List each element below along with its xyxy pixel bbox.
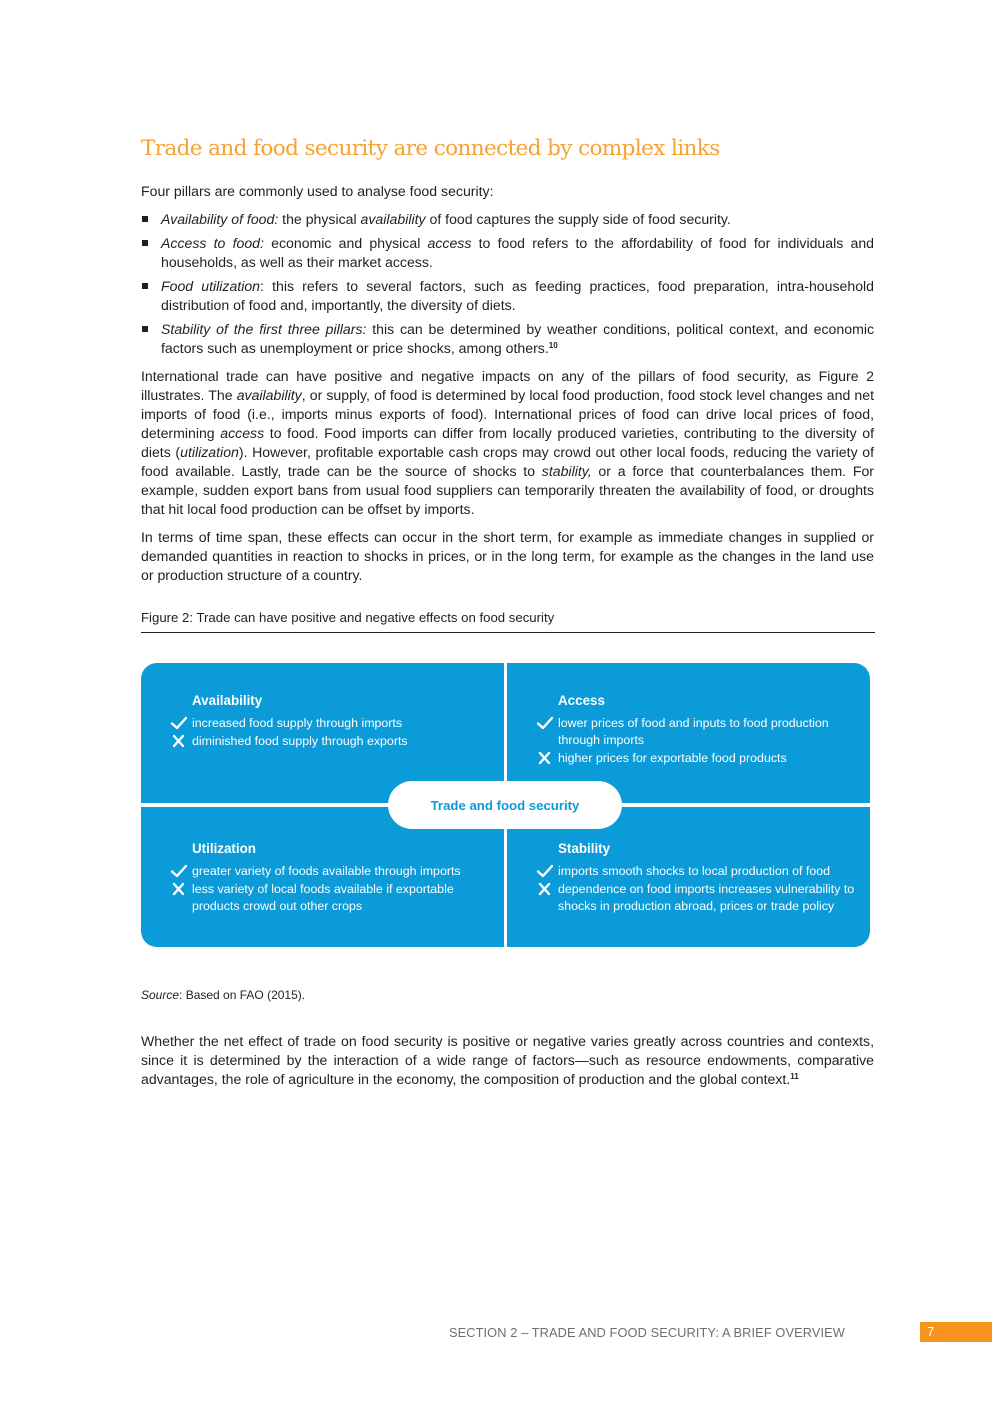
check-icon xyxy=(170,863,188,879)
footer-section-title: SECTION 2 – TRADE AND FOOD SECURITY: A BRIEF OVERVIEW xyxy=(449,1325,845,1340)
source-label: Source xyxy=(141,988,180,1002)
bullet-square-icon xyxy=(142,216,148,222)
effect-text: greater variety of foods available through imports xyxy=(192,864,461,878)
effect-text: lower prices of food and inputs to food production through imports xyxy=(558,716,829,747)
quadrant-items xyxy=(192,863,497,916)
pillar-term: Stability of the first three pillars: xyxy=(161,321,367,337)
check-icon xyxy=(536,863,554,879)
effect-text: imports smooth shocks to local production of food xyxy=(558,864,831,878)
check-icon xyxy=(536,715,554,731)
quadrant-title: Access xyxy=(558,693,605,708)
pillar-emphasis: availability xyxy=(360,211,426,227)
paragraph-net-effect xyxy=(141,1032,874,1089)
pillar-term: Access to food: xyxy=(161,235,264,251)
effect-text: diminished food supply through exports xyxy=(192,734,408,748)
page-number: 7 xyxy=(920,1322,992,1342)
positive-effect xyxy=(558,863,863,880)
pillar-availability xyxy=(141,210,874,229)
cross-icon xyxy=(536,881,554,897)
pillar-text: to food refers to the affordability of food for individuals and households, as well as their market access. xyxy=(161,235,875,270)
negative-effect xyxy=(192,881,497,914)
bullet-square-icon xyxy=(142,326,148,332)
pillar-utilization xyxy=(141,277,874,315)
negative-effect xyxy=(558,881,863,914)
paragraph-time-span: In terms of time span, these effects can occur in the short term, for example as immediate changes in supplied or demanded quantities in reaction to shocks in prices, or in the long term, for example as the changes in the land use or production structure of a country. xyxy=(141,529,874,583)
footnote-ref[interactable]: 11 xyxy=(790,1072,799,1081)
center-label: Trade and food security xyxy=(388,781,622,829)
negative-effect xyxy=(192,733,497,750)
check-icon xyxy=(170,715,188,731)
positive-effect xyxy=(558,715,863,748)
positive-effect xyxy=(192,715,497,732)
quadrant-items xyxy=(558,715,863,768)
paragraph-text: International trade can have positive and negative impacts on any of the pillars of food security, as Figure 2 illustrates. The xyxy=(141,368,874,403)
paragraph-text: or a force that counterbalances them. For example, sudden export bans from usual food suppliers can temporarily threaten the availability of food, or droughts that hit local food production can be offset by imports. xyxy=(141,463,875,517)
paragraph-text: Whether the net effect of trade on food security is positive or negative varies greatly across countries and contexts, since it is determined by the interaction of a wide range of factors—such as resource endowments, comparative advantages, the role of agriculture in the economy, the composition of production and the global context. xyxy=(141,1033,874,1087)
positive-effect xyxy=(192,863,497,880)
paragraph-emphasis: stability, xyxy=(541,463,592,479)
bullet-square-icon xyxy=(142,240,148,246)
source-text: : Based on FAO (2015). xyxy=(179,988,306,1002)
figure-source xyxy=(141,988,305,1002)
paragraph-text: to food. Food imports can differ from locally produced varieties, contributing to the diversity of diets ( xyxy=(141,425,874,460)
quadrant-title: Stability xyxy=(558,841,611,856)
paragraph-text: ). However, profitable exportable cash crops may crowd out other local foods, reducing the variety of food available. Lastly, trade can be the source of shocks to xyxy=(141,444,874,479)
pillar-stability xyxy=(141,320,874,358)
effect-text: increased food supply through imports xyxy=(192,716,403,730)
pillar-text: economic and physical xyxy=(263,235,428,251)
cross-icon xyxy=(536,750,554,766)
effect-text: less variety of local foods available if exportable products crowd out other crops xyxy=(192,882,454,913)
pillars-list xyxy=(141,210,874,363)
intro-text: Four pillars are commonly used to analyse food security: xyxy=(141,183,494,199)
quadrant-title: Availability xyxy=(192,693,263,708)
pillar-text: this can be determined by weather conditions, political context, and economic factors such as unemployment or price shocks, among others. xyxy=(161,321,874,356)
paragraph-emphasis: access xyxy=(220,425,265,441)
paragraph-emphasis: utilization xyxy=(180,444,239,460)
pillar-text: : this refers to several factors, such as feeding practices, food preparation, intra-household distribution of food and, importantly, the diversity of diets. xyxy=(161,278,874,313)
paragraph-trade-impacts xyxy=(141,367,874,519)
quadrant-items xyxy=(192,715,497,751)
pillar-text: of food captures the supply side of food security. xyxy=(425,211,731,227)
paragraph-text: , or supply, of food is determined by local food production, food stock level changes and net imports of food (i.e., imports minus exports of food). International prices of food can drive local prices of food, determining xyxy=(141,387,874,441)
pillar-term: Food utilization xyxy=(161,278,261,294)
pillar-text: the physical xyxy=(278,211,361,227)
quadrant-title: Utilization xyxy=(192,841,256,856)
cross-icon xyxy=(170,881,188,897)
effect-text: higher prices for exportable food products xyxy=(558,750,787,765)
paragraph-emphasis: availability xyxy=(236,387,302,403)
figure-caption: Figure 2: Trade can have positive and negative effects on food security xyxy=(141,610,875,633)
bullet-square-icon xyxy=(142,283,148,289)
pillar-term: Availability of food: xyxy=(161,211,279,227)
quadrant-items xyxy=(558,863,863,916)
cross-icon xyxy=(170,733,188,749)
pillar-emphasis: access xyxy=(427,235,472,251)
pillar-access xyxy=(141,234,874,272)
figure-food-security-diagram xyxy=(141,663,870,947)
effect-text: dependence on food imports increases vulnerability to shocks in production abroad, prices or trade policy xyxy=(558,882,855,913)
footnote-ref[interactable]: 10 xyxy=(548,341,558,350)
negative-effect xyxy=(558,750,863,767)
section-heading: Trade and food security are connected by complex links xyxy=(141,136,720,161)
